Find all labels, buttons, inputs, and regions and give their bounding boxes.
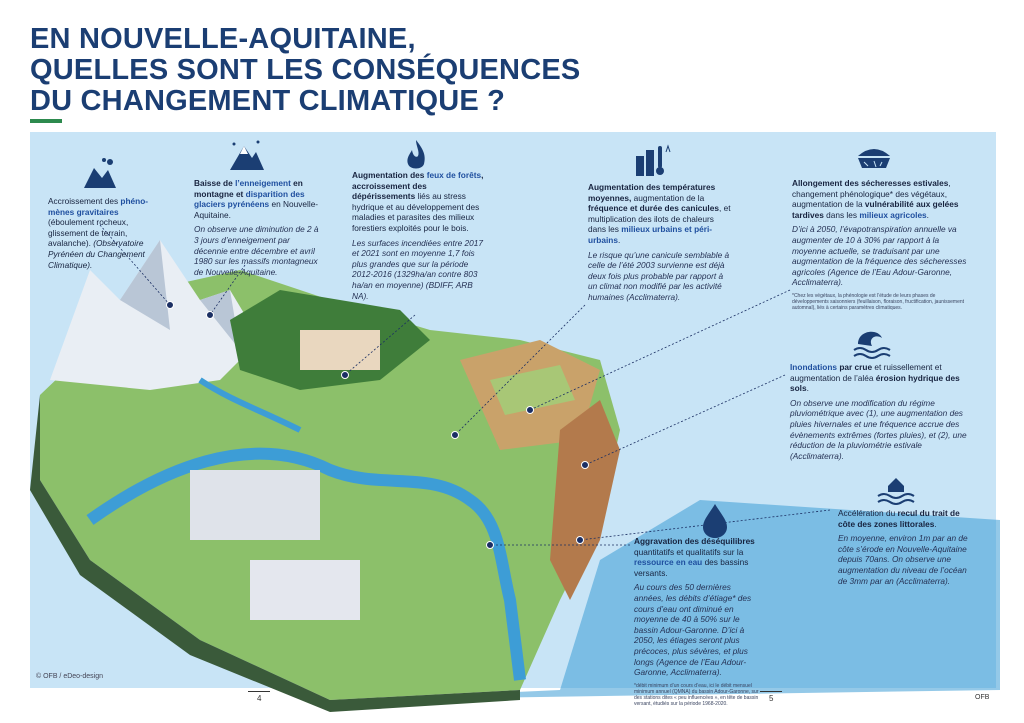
fire-text-3: liés au stress hydrique et au développement des maladies et parasites des milieux forestiers exploités pour le bois. xyxy=(352,191,480,233)
marker-flood xyxy=(581,461,589,469)
marker-snow xyxy=(206,311,214,319)
callout-gravitational-phenomena xyxy=(48,196,156,270)
snow-text-1: Baisse de xyxy=(194,178,236,188)
water-highlight: ressource en eau xyxy=(634,557,703,568)
marker-heat xyxy=(451,431,459,439)
callout-floods xyxy=(790,362,970,461)
fire-text-1: Augmentation des xyxy=(352,170,427,180)
snow-body: On observe une diminution de 2 à 3 jours d’enneigement par décennie entre décembre et avril 1980 sur les massifs montagneux de Nouvelle-Aquitaine. xyxy=(194,224,319,277)
flood-wave-icon xyxy=(852,320,892,360)
marker-drought xyxy=(526,406,534,414)
dry-field-icon xyxy=(854,134,894,174)
heat-body: Le risque qu’une canicule semblable à celle de l’été 2003 survienne est déjà deux fois plus probable par rapport à un climat non modifié par les activité humaines (Acclimaterra). xyxy=(588,249,730,302)
snow-highlight-2: disparition des glaciers pyrénéens xyxy=(194,188,305,210)
fire-text-2: , accroissement des dépérissements xyxy=(352,170,484,202)
coast-body: En moyenne, environ 1m par an de côte s’érode en Nouvelle-Aquitaine depuis 70ans. On observe une augmentation du niveau de l’océan de 3mm par an (Acclimaterra). xyxy=(838,533,968,586)
port-city xyxy=(250,560,360,620)
rockfall-icon xyxy=(80,154,120,194)
callout-summer-drought xyxy=(792,178,968,311)
marker-gravity xyxy=(166,301,174,309)
drought-text-3: vulnérabilité aux gelées tardives xyxy=(792,199,959,220)
heat-text-1: Augmentation des températures moyennes, xyxy=(588,182,716,203)
page-number-right: 5 xyxy=(769,694,774,703)
marker-coast xyxy=(576,536,584,544)
flood-body: On observe une modification du régime pluviométrique avec (1), une augmentation des pluies hivernales et une fréquence accrue des évènements extrêmes (fortes pluies), et (2), une réduction de la pluviométrie estivale (Acclimaterra). xyxy=(790,397,967,461)
snow-text-3: en Nouvelle-Aquitaine. xyxy=(194,199,319,220)
flood-text-5: . xyxy=(806,383,809,394)
marker-fire xyxy=(341,371,349,379)
flood-text-1: par xyxy=(837,362,855,372)
water-body: Au cours des 50 dernières années, les débits d’étiage* des cours d’eau ont diminué en moyenne de 40 à 50% sur le bassin Adour-Garonne. D’ici à 2050, les étiages seront plus précoces, plus sévères, et plus longs (Agence de l’Eau Adour-Garonne, Acclimaterra). xyxy=(634,582,752,678)
drought-highlight: milieux agricoles xyxy=(859,209,927,220)
village xyxy=(300,330,380,370)
page-rule-left xyxy=(248,691,270,692)
water-footnote: *débit minimum d’un cours d’eau, ici le débit mensuel minimum annuel (QMNA) du bassin Adour-Garonne, sur des stations dites « peu influencées », en tête de bassin versant, étudiés sur la période 1968-2020. xyxy=(634,682,759,707)
water-text-3: des bassins versants. xyxy=(634,557,749,578)
water-drop-icon xyxy=(695,500,735,540)
callout-heat-waves xyxy=(588,182,734,303)
gravity-text-2: (éboulement rocheux, glissement de terrain, avalanche). xyxy=(48,217,129,249)
snow-text-2: en montagne et xyxy=(194,178,303,199)
page-rule-right xyxy=(760,691,782,692)
flood-text-3: et ruissellement et augmentation de l’aléa xyxy=(790,362,942,383)
drought-text-1: Allongement des sécheresses estivales xyxy=(792,178,949,188)
drought-body: D’ici à 2050, l’évapotranspiration annuelle va augmenter de 10 à 30% par rapport à la moyenne actuelle, se traduisant par une augmentation de la fréquence des sécheresses agricoles (Agence de l’Eau Adour-Garonne, Acclimaterra). xyxy=(792,224,967,288)
heat-text-2: augmentation de la xyxy=(631,192,705,203)
callout-coastline xyxy=(838,508,970,586)
heat-text-3: fréquence et durée des canicules xyxy=(588,203,719,214)
drought-text-5: . xyxy=(926,209,929,220)
snow-highlight-1: l’enneigement xyxy=(235,178,291,188)
water-text-1: Aggravation des déséquilibres xyxy=(634,536,755,546)
brand-footer: OFB xyxy=(975,694,990,701)
heat-text-5: . xyxy=(617,234,621,245)
flood-text-4: érosion hydrique des sols xyxy=(790,372,960,394)
coast-text-1: Accélération du xyxy=(838,508,898,518)
fire-body: Les surfaces incendiées entre 2017 et 2021 sont en moyenne 1,7 fois plus grandes que sur la période 2012-2016 (1329ha/an contre 803 ha/an en moyenne) (BDIFF, ARB NA). xyxy=(352,237,483,301)
flood-text-2: crue xyxy=(854,362,873,372)
flood-highlight-1: Inondations xyxy=(790,362,838,372)
coast-highlight: recul du trait de côte des zones littorales xyxy=(838,508,960,529)
title-line-3: DU CHANGEMENT CLIMATIQUE ? xyxy=(30,85,506,117)
drought-text-2: , changement phénologique* des végétaux, augmentation de la xyxy=(792,178,951,210)
gravity-text-1: Accroissement des xyxy=(48,196,121,206)
title-line-2: QUELLES SONT LES CONSÉQUENCES xyxy=(30,54,581,86)
drought-footnote: *Chez les végétaux, la phénologie est l’étude de leurs phases de développements saisonniers (feuillaison, floraison, fructification, jaunissement automnal), liés à certains paramètres climatiques. xyxy=(792,292,965,311)
thermometer-city-icon xyxy=(632,140,672,180)
coast-text-2: . xyxy=(934,518,937,529)
heat-text-4: , et multiplication des ilots de chaleurs dans les xyxy=(588,203,731,235)
city-block xyxy=(190,470,320,540)
water-text-2: quantitatifs et qualitatifs sur la xyxy=(634,546,744,557)
gravity-source: (Observatoire Pyrénéen du Changement Climatique). xyxy=(48,238,145,270)
gravity-highlight: phéno-mènes gravitaires xyxy=(48,196,149,217)
fire-highlight: feux de forêts xyxy=(426,170,482,180)
house-waves-icon xyxy=(876,468,916,508)
image-credit: © OFB / eDeo-design xyxy=(36,673,104,680)
callout-snow-cover xyxy=(194,178,320,277)
mountain-snow-icon xyxy=(226,136,266,176)
page-number-left: 4 xyxy=(257,694,262,703)
drought-text-4: dans les xyxy=(823,209,860,220)
callout-water-resources xyxy=(634,536,762,707)
callout-forest-fires xyxy=(352,170,490,301)
title-line-1: EN NOUVELLE-AQUITAINE, xyxy=(30,23,416,55)
marker-water xyxy=(486,541,494,549)
heat-highlight: milieux urbains et péri-urbains xyxy=(588,224,713,245)
